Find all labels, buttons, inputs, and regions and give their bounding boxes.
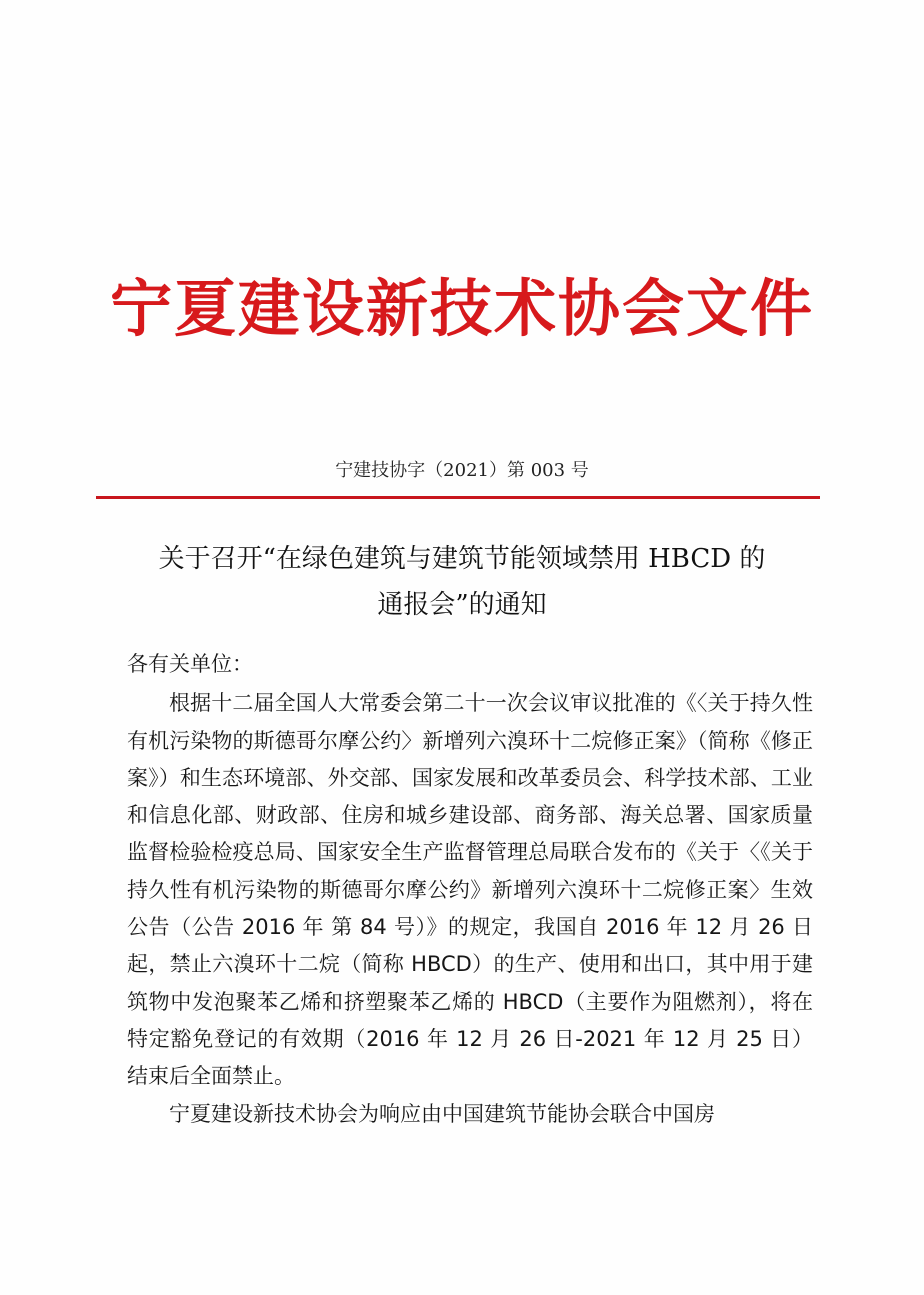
- document-number: 宁建技协字（2021）第 003 号: [335, 460, 589, 481]
- notice-title-line-1: 关于召开“在绿色建筑与建筑节能领域禁用 HBCD 的: [158, 544, 766, 574]
- organization-header: 宁夏建设新技术协会文件: [109, 272, 814, 345]
- notice-title-line-2: 通报会”的通知: [377, 590, 547, 620]
- salutation: 各有关单位：: [127, 652, 253, 676]
- notice-body: [127, 646, 813, 1133]
- body-paragraph-2: 宁夏建设新技术协会为响应由中国建筑节能协会联合中国房: [169, 1101, 715, 1126]
- notice-title: [110, 536, 814, 628]
- body-paragraph-1: 根据十二届全国人大常委会第二十一次会议审议批准的《〈关于持久性有机污染物的斯德哥尔摩公约〉新增列六溴环十二烷修正案》（简称《修正案》）和生态环境部、外交部、国家发展和改革委员会、科学技术部、工业和信息化部、财政部、住房和城乡建设部、商务部、海关总署、国家质量监督检验检疫总局、国家安全生产监督管理总局联合发布的《关于〈《关于持久性有机污染物的斯德哥尔摩公约》新增列六溴环十二烷修正案〉生效公告（公告 2016 年 第 84 号）》的规定，我国自 2016 年 12 月 26 日起，禁止六溴环十二烷（简称 HBCD）的生产、使用和出口，其中用于建筑物中发泡聚苯乙烯和挤塑聚苯乙烯的 HBCD（主要作为阻燃剂），将在特定豁免登记的有效期（2016 年 12 月 26 日-2021 年 12 月 25 日）结束后全面禁止。: [127, 691, 813, 1089]
- red-divider-line: [96, 496, 820, 499]
